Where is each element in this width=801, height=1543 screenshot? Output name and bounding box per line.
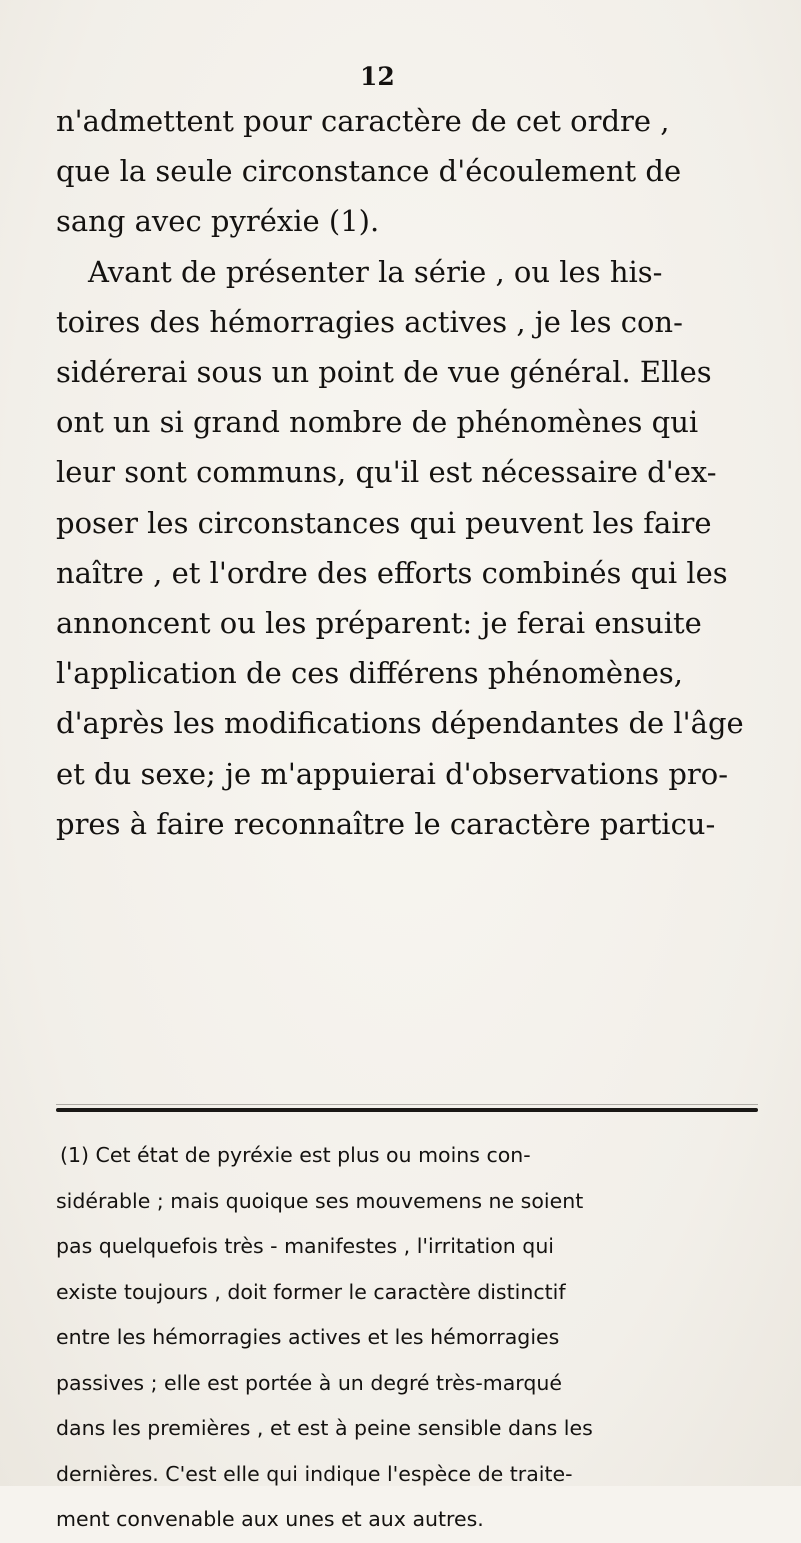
main-text bbox=[56, 96, 756, 849]
body-line: annoncent ou les préparent: je ferai ensuite bbox=[56, 606, 702, 641]
footnote-line: existe toujours , doit former le caractère distinctif bbox=[56, 1279, 566, 1304]
body-line: d'après les modifications dépendantes de l'âge bbox=[56, 706, 744, 741]
body-line: naître , et l'ordre des efforts combinés qui les bbox=[56, 555, 728, 590]
footnote-line: dernières. C'est elle qui indique l'espèce de traite- bbox=[56, 1461, 573, 1486]
body-line: Avant de présenter la série , ou les his- bbox=[88, 254, 663, 289]
body-line: ont un si grand nombre de phénomènes qui bbox=[56, 405, 699, 440]
footnote-line: entre les hémorragies actives et les hémorragies bbox=[56, 1325, 560, 1349]
body-line: leur sont communs, qu'il est nécessaire d'ex- bbox=[56, 455, 717, 490]
body-line: toires des hémorragies actives , je les con- bbox=[56, 304, 683, 339]
body-line: et du sexe; je m'appuierai d'observations pro- bbox=[56, 756, 729, 791]
body-line: que la seule circonstance d'écoulement de bbox=[56, 154, 682, 189]
footnote-line: (1) Cet état de pyréxie est plus ou moins con- bbox=[60, 1143, 531, 1167]
footnote-divider bbox=[56, 1108, 758, 1112]
footnote-line: passives ; elle est portée à un degré très-marqué bbox=[56, 1370, 562, 1395]
footnote-divider-shadow bbox=[56, 1104, 758, 1105]
footnote-line: ment convenable aux unes et aux autres. bbox=[56, 1507, 484, 1531]
body-line: poser les circonstances qui peuvent les faire bbox=[56, 505, 712, 540]
footnote bbox=[56, 1133, 758, 1543]
footnote-line: sidérable ; mais quoique ses mouvemens ne soient bbox=[56, 1188, 584, 1213]
body-line: pres à faire reconnaître le caractère particu- bbox=[56, 806, 716, 841]
footnote-line: pas quelquefois très - manifestes , l'irritation qui bbox=[56, 1234, 555, 1258]
body-line: n'admettent pour caractère de cet ordre , bbox=[56, 104, 670, 138]
page-number: 12 bbox=[360, 62, 395, 91]
body-line: sang avec pyréxie (1). bbox=[56, 204, 380, 239]
body-line: sidérerai sous un point de vue général. Elles bbox=[56, 355, 712, 390]
body-line: l'application de ces différens phénomènes, bbox=[56, 656, 684, 691]
footnote-line: dans les premières , et est à peine sensible dans les bbox=[56, 1416, 593, 1440]
